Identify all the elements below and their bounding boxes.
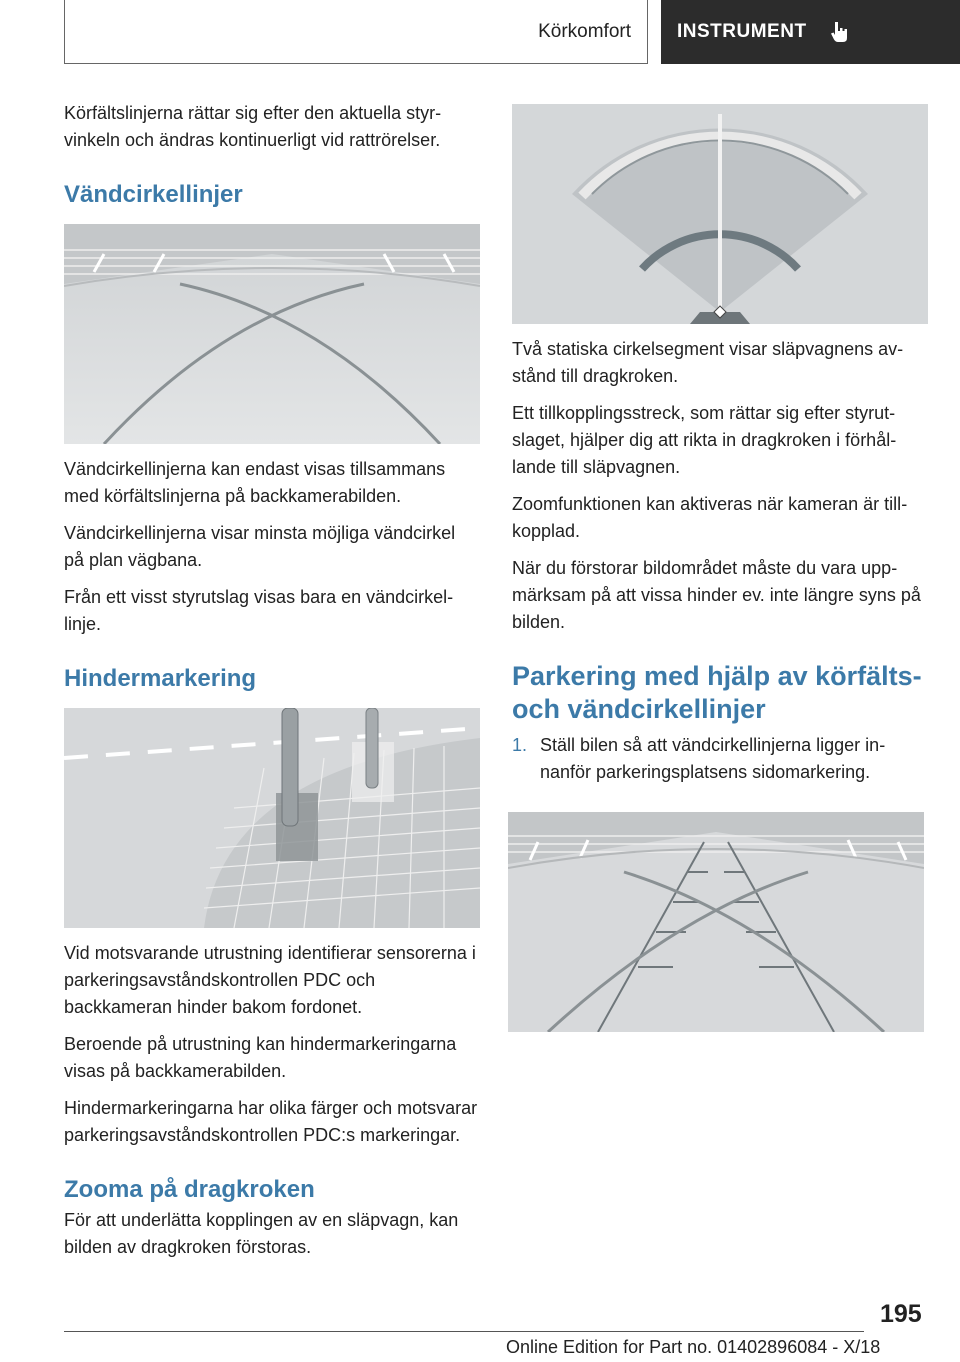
- obstacle-marking-image: [64, 708, 480, 928]
- hitch-paragraph-3: Zoomfunktionen kan aktiveras när kameran är tillkopplad.: [512, 494, 908, 541]
- heading-hindermarkering: Hindermarkering: [64, 665, 257, 692]
- intro-paragraph: Körfältslinjerna rättar sig efter den aktuella styrvinkeln och ändras kontinuerligt vid rattrörelser.: [64, 103, 442, 150]
- hinder-paragraph-1: Vid motsvarande utrustning identifierar sensorerna i parkeringsavståndskontrollen PDC och backkameran hinder bakom fordonet.: [64, 943, 476, 1017]
- step-1-number: 1.: [512, 735, 528, 755]
- step-1-text: Ställ bilen så att vändcirkellinjerna ligger innanför parkeringsplatsens sidomarkering.: [540, 735, 886, 782]
- footer-divider: [64, 1331, 864, 1332]
- section-tab-label: Körkomfort: [538, 20, 631, 42]
- hinder-paragraph-2: Beroende på utrustning kan hindermarkeringarna visas på backkamerabilden.: [64, 1034, 457, 1081]
- left-column: [64, 100, 480, 1271]
- vandcirkel-paragraph-2: Vändcirkellinjerna visar minsta möjliga vändcirkel på plan vägbana.: [64, 523, 456, 570]
- hitch-paragraph-4: När du förstorar bildområdet måste du vara uppmärksam på att vissa hinder ev. inte längre syns på bilden.: [512, 558, 921, 632]
- chapter-tab-label: INSTRUMENT: [677, 21, 807, 42]
- page-header: [64, 0, 960, 66]
- step-1: [512, 732, 928, 786]
- heading-parkering: Parkering med hjälp av körfälts- och vändcirkellinjer: [512, 661, 922, 724]
- vandcirkel-paragraph-3: Från ett visst styrutslag visas bara en vändcirkellinje.: [64, 587, 454, 634]
- vandcirkel-paragraph-1: Vändcirkellinjerna kan endast visas tillsammans med körfältslinjerna på backkamerabilden.: [64, 459, 446, 506]
- heading-zooma: Zooma på dragkroken: [64, 1176, 315, 1203]
- page-number: 195: [880, 1300, 922, 1328]
- right-column: [512, 104, 928, 1032]
- zooma-paragraph-1: För att underlätta kopplingen av en släpvagn, kan bilden av dragkroken förstoras.: [64, 1210, 459, 1257]
- turning-circle-lines-image: [64, 224, 480, 444]
- chapter-tab: [661, 0, 960, 64]
- pointing-hand-icon: [829, 20, 851, 44]
- section-tab: [64, 0, 648, 64]
- hitch-paragraph-2: Ett tillkopplingsstreck, som rättar sig efter styrutslaget, hjälper dig att rikta in dragkroken i förhållande till släpvagnen.: [512, 403, 897, 477]
- edition-footer: Online Edition for Part no. 01402896084 - X/18: [506, 1337, 881, 1357]
- trailer-hitch-zoom-image: [512, 104, 928, 324]
- parking-lines-image: [508, 812, 924, 1032]
- hitch-paragraph-1: Två statiska cirkelsegment visar släpvagnens avstånd till dragkroken.: [512, 339, 904, 386]
- hinder-paragraph-3: Hindermarkeringarna har olika färger och motsvarar parkeringsavståndskontrollen PDC:s markeringar.: [64, 1098, 478, 1145]
- heading-vandcirkellinjer: Vändcirkellinjer: [64, 181, 243, 208]
